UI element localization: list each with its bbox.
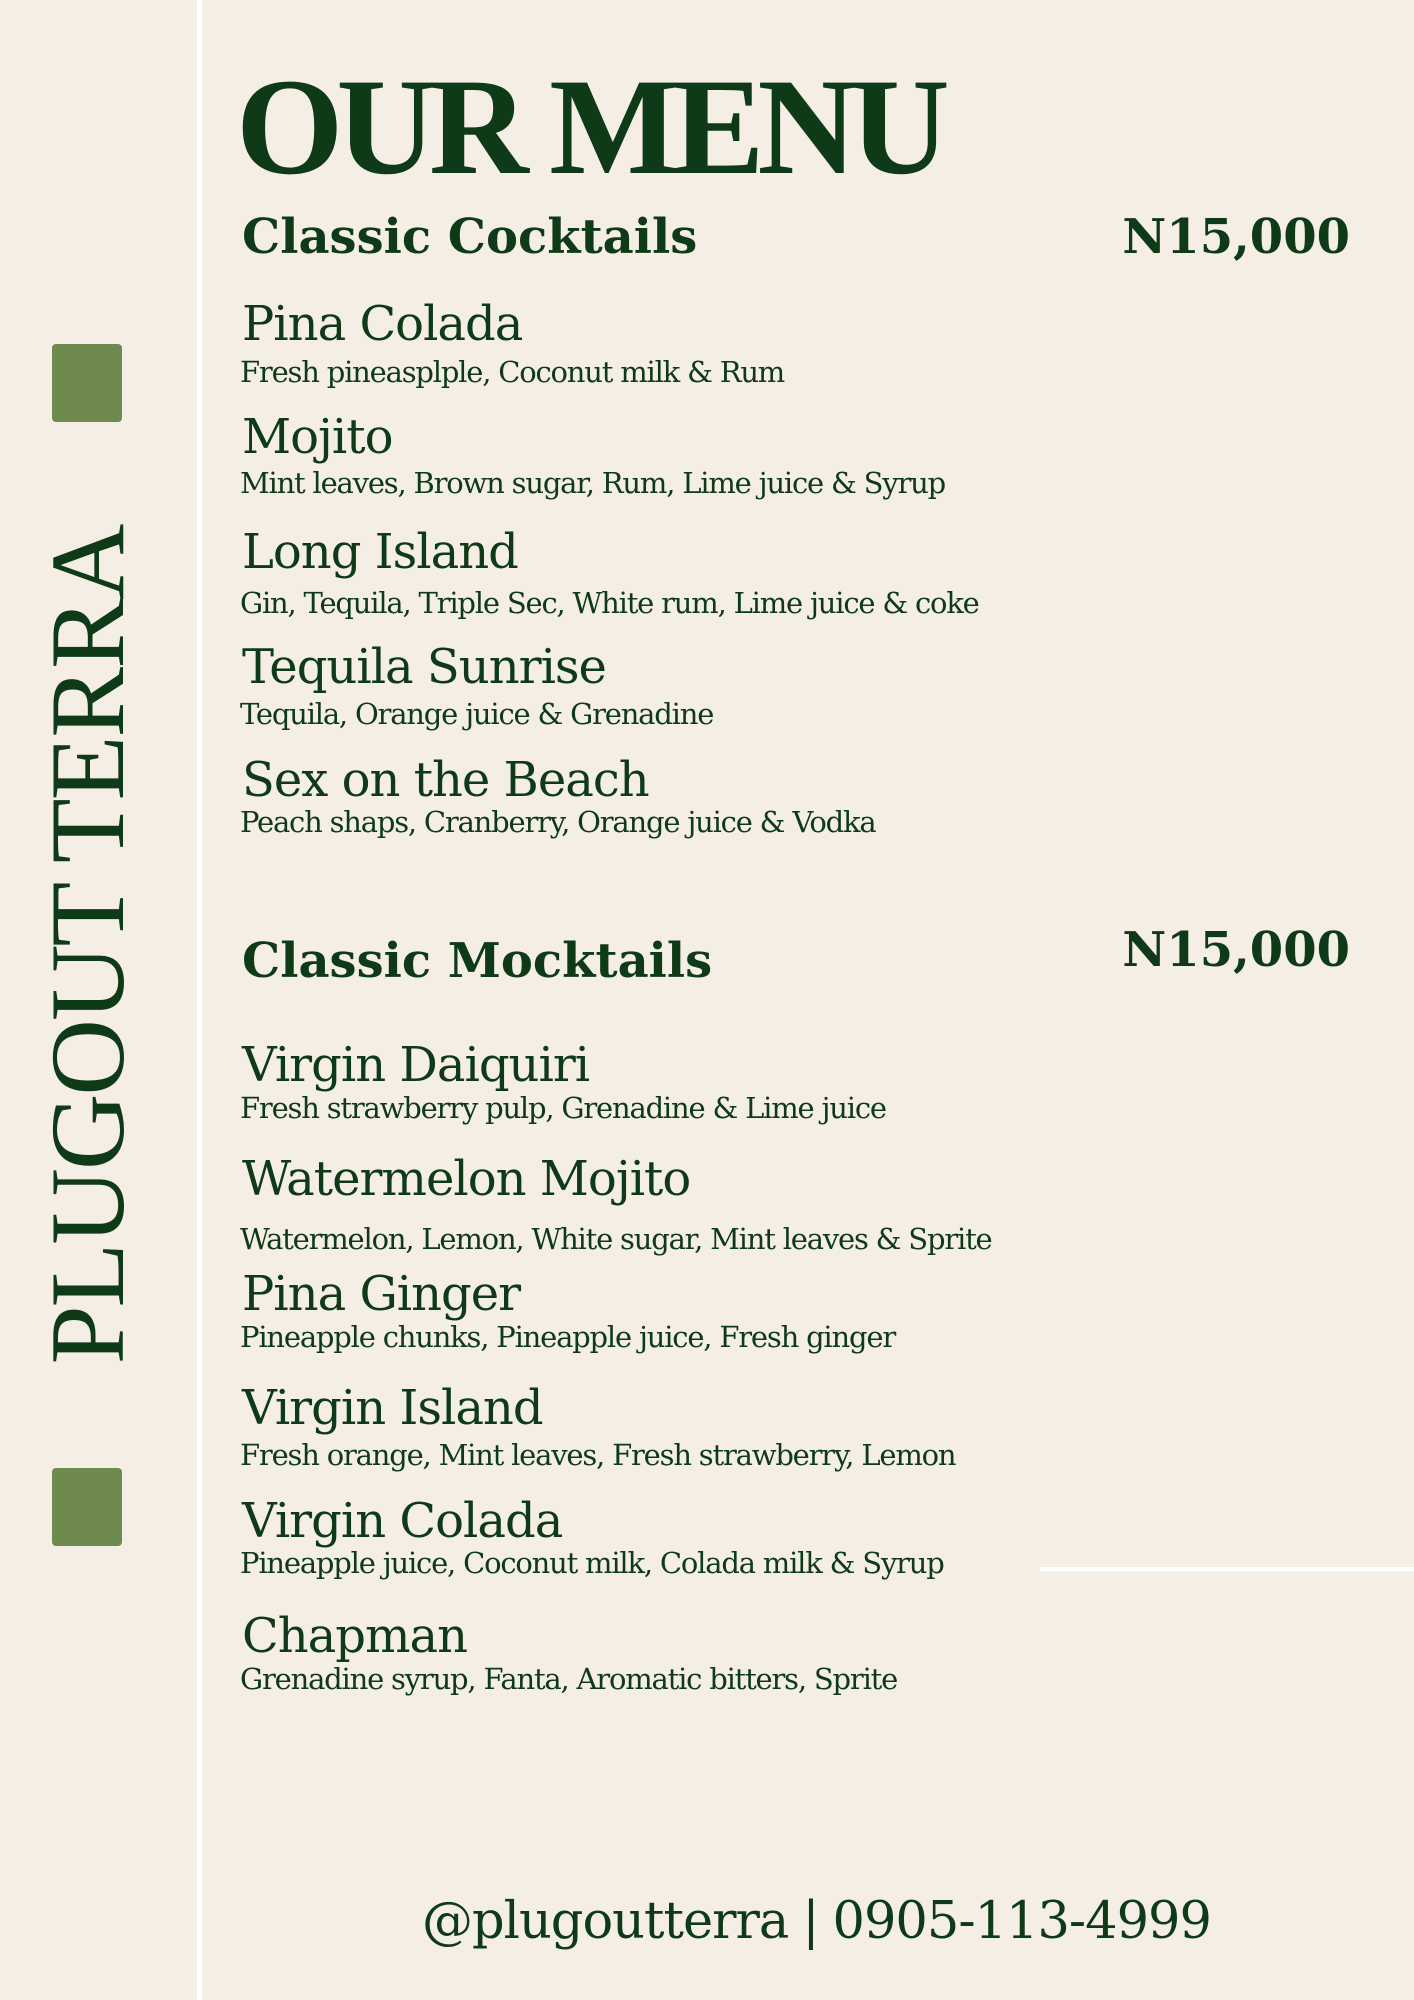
menu-item-description: Watermelon, Lemon, White sugar, Mint leaves & Sprite <box>240 1222 992 1256</box>
menu-item-description: Fresh orange, Mint leaves, Fresh strawberry, Lemon <box>240 1438 956 1472</box>
section-price-cocktails: N15,000 <box>1122 209 1350 265</box>
brand-name-vertical: PLUGOUT TERRA <box>29 525 146 1365</box>
menu-title: OUR MENU <box>236 50 943 203</box>
menu-item-description: Fresh strawberry pulp, Grenadine & Lime juice <box>240 1091 886 1125</box>
menu-item-name: Long Island <box>242 524 518 580</box>
phone-number: 0905-113-4999 <box>832 1892 1211 1951</box>
menu-item-name: Virgin Colada <box>242 1493 563 1549</box>
menu-item-name: Chapman <box>242 1608 468 1664</box>
menu-item-description: Tequila, Orange juice & Grenadine <box>240 697 714 731</box>
section-heading-cocktails: Classic Cocktails <box>242 209 698 265</box>
decorative-square-top <box>52 344 122 422</box>
menu-item-name: Watermelon Mojito <box>242 1151 691 1207</box>
menu-item-name: Mojito <box>242 409 393 465</box>
footer-separator: | <box>802 1892 819 1951</box>
menu-item-description: Pineapple juice, Coconut milk, Colada milk & Syrup <box>240 1546 944 1580</box>
contact-footer <box>422 1892 1211 1951</box>
menu-item-name: Pina Ginger <box>242 1266 521 1322</box>
horizontal-divider <box>1040 1567 1414 1571</box>
social-handle: @plugoutterra <box>422 1892 789 1951</box>
menu-item-description: Pineapple chunks, Pineapple juice, Fresh ginger <box>240 1320 895 1354</box>
menu-item-name: Sex on the Beach <box>242 752 649 808</box>
decorative-square-bottom <box>52 1468 122 1546</box>
menu-item-name: Virgin Island <box>242 1380 543 1436</box>
menu-item-name: Virgin Daiquiri <box>242 1037 590 1093</box>
section-price-mocktails: N15,000 <box>1122 922 1350 978</box>
section-heading-mocktails: Classic Mocktails <box>242 933 713 989</box>
menu-item-description: Peach shaps, Cranberry, Orange juice & Vodka <box>240 805 876 839</box>
menu-item-description: Fresh pineasplple, Coconut milk & Rum <box>240 355 785 389</box>
menu-item-description: Gin, Tequila, Triple Sec, White rum, Lime juice & coke <box>240 586 979 620</box>
menu-item-name: Pina Colada <box>242 296 523 352</box>
vertical-divider <box>197 0 202 2000</box>
menu-item-description: Grenadine syrup, Fanta, Aromatic bitters, Sprite <box>240 1662 898 1696</box>
menu-item-name: Tequila Sunrise <box>242 639 606 695</box>
menu-item-description: Mint leaves, Brown sugar, Rum, Lime juice & Syrup <box>240 466 945 500</box>
